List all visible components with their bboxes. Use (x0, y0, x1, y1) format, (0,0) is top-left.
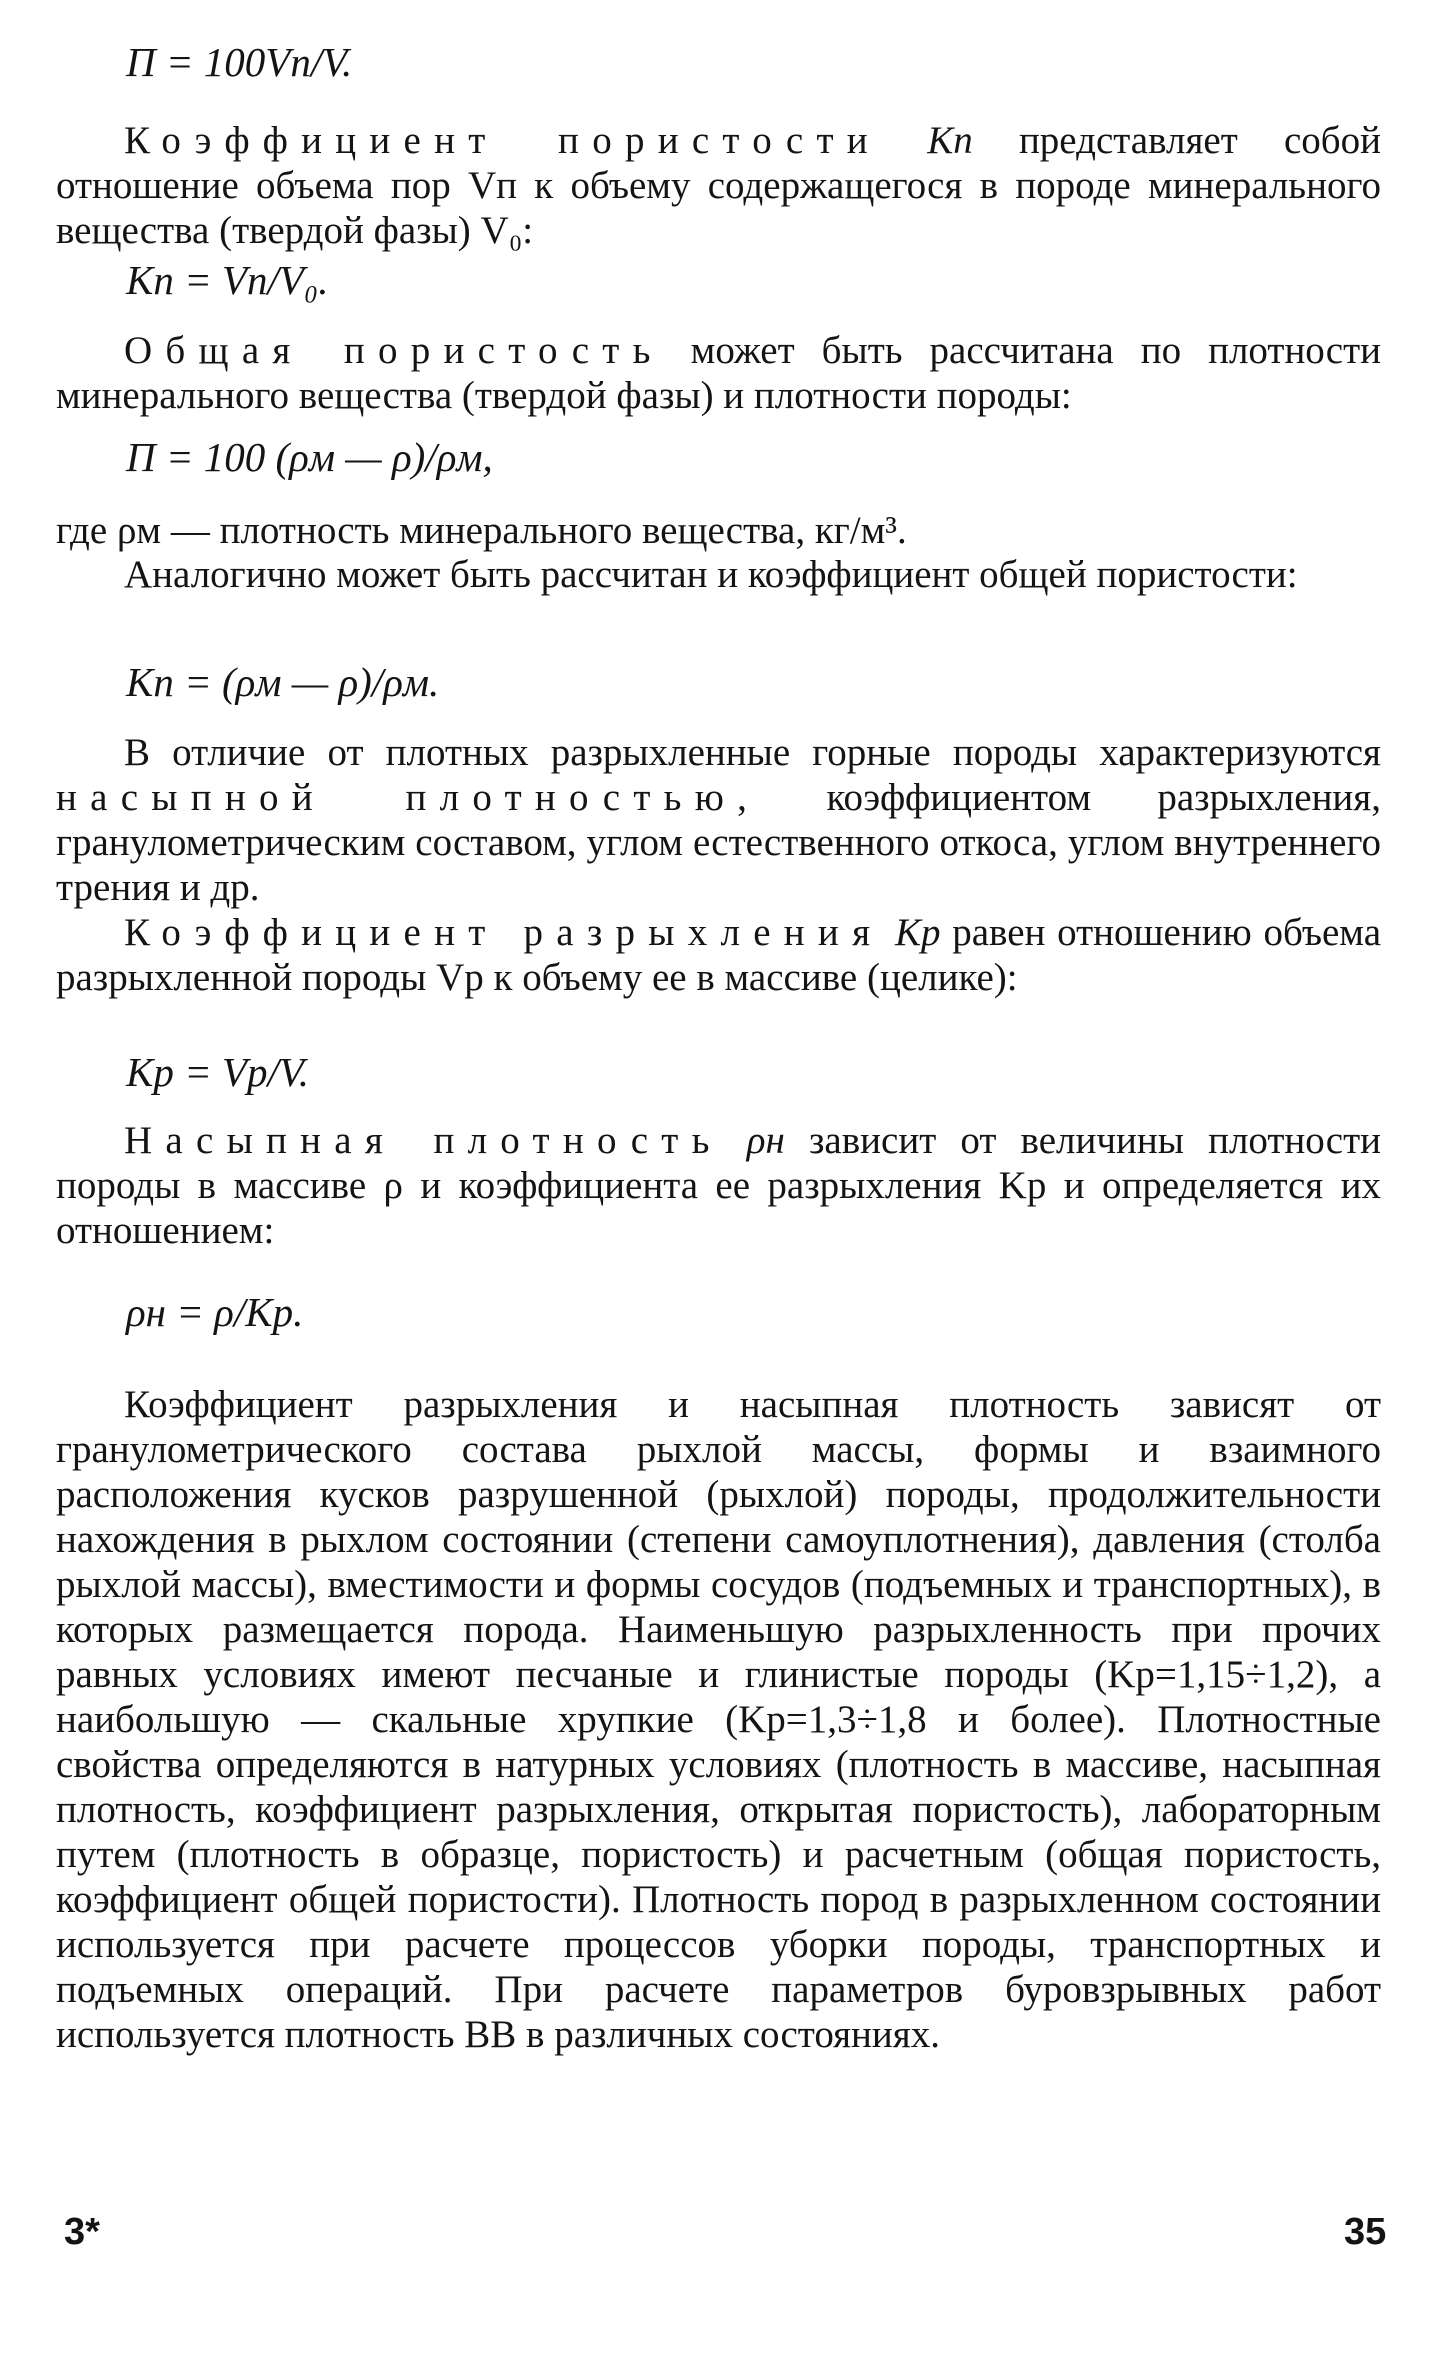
text-bulk-density: зависит от величины плотности породы в массиве ρ и коэффициента ее разрыхления Kр и определяется их отношением: (56, 1119, 1382, 1252)
paragraph-loose-rocks (56, 730, 1381, 910)
text-porosity-coefficient: представляет собой отношение объема пор Vп к объему содержащегося в породе минерального вещества (твердой фазы) V₀: (56, 119, 1381, 252)
formula-porosity-coefficient: Kп = Vп/V₀. (126, 257, 329, 303)
paragraph-bulk-density (56, 1118, 1381, 1253)
paragraph-total-porosity (56, 328, 1381, 418)
page-number: 35 (1344, 2211, 1387, 2253)
text-total-porosity: может быть рассчитана по плотности минерального вещества (твердой фазы) и плотности породы: (56, 329, 1382, 417)
symbol-rho-n: ρн (746, 1119, 785, 1162)
paragraph-loosening-coefficient (56, 910, 1381, 1000)
signature-mark: 3* (64, 2211, 100, 2253)
term-total-porosity: Общая пористость (124, 329, 664, 372)
text-loosening-coefficient: равен отношению объема разрыхленной породы Vр к объему ее в массиве (целике): (56, 911, 1382, 999)
text-loose-rocks-end: коэффициентом разрыхления, гранулометрическим составом, углом естественного откоса, углом внутреннего трения и др. (56, 776, 1381, 909)
note-mineral-density: где ρм — плотность минерального вещества, кг/м³. (56, 509, 907, 552)
paragraph-porosity-coefficient (56, 118, 1381, 253)
formula-loosening-coefficient: Kр = Vр/V. (126, 1049, 309, 1095)
symbol-kr: Kр (895, 911, 941, 954)
term-bulk-density: насыпной плотностью, (56, 776, 761, 819)
formula-total-porosity: П = 100 (ρм — ρ)/ρм, (126, 434, 493, 480)
formula-total-porosity-coefficient: Kп = (ρм — ρ)/ρм. (126, 659, 440, 705)
term-porosity-coefficient: Коэффициент пористости (124, 119, 881, 162)
formula-porosity: П = 100Vп/V. (126, 39, 353, 85)
term-loosening-coefficient: Коэффициент разрыхления (124, 911, 884, 954)
text-loose-rocks-start: В отличие от плотных разрыхленные горные породы характеризуются (124, 731, 1381, 774)
paragraph-total-porosity-coefficient: Аналогично может быть рассчитан и коэффициент общей пористости: (124, 553, 1298, 596)
paragraph-density-properties: Коэффициент разрыхления и насыпная плотность зависят от гранулометрического состава рыхлой массы, формы и взаимного расположения кусков разрушенной (рыхлой) породы, продолжительности нахождения в рыхлом состоянии (степени самоуплотнения), давления (столба рыхлой массы), вместимости и формы сосудов (подъемных и транспортных), в которых размещается порода. Наименьшую разрыхленность при прочих равных условиях имеют песчаные и глинистые породы (Kр=1,15÷1,2), а наибольшую — скальные хрупкие (Kр=1,3÷1,8 и более). Плотностные свойства определяются в натурных условиях (плотность в массиве, насыпная плотность, коэффициент разрыхления, открытая пористость), лабораторным путем (плотность в образце, пористость) и расчетным (общая пористость, коэффициент общей пористости). Плотность пород в разрыхленном состоянии используется при расчете процессов уборки породы, транспортных и подъемных операций. При расчете параметров буровзрывных работ используется плотность ВВ в различных состояниях. (56, 1383, 1381, 2056)
term-bulk-density-heading: Насыпная плотность (124, 1119, 723, 1162)
symbol-kp: Kп (927, 119, 973, 162)
formula-bulk-density: ρн = ρ/Kр. (126, 1289, 304, 1335)
